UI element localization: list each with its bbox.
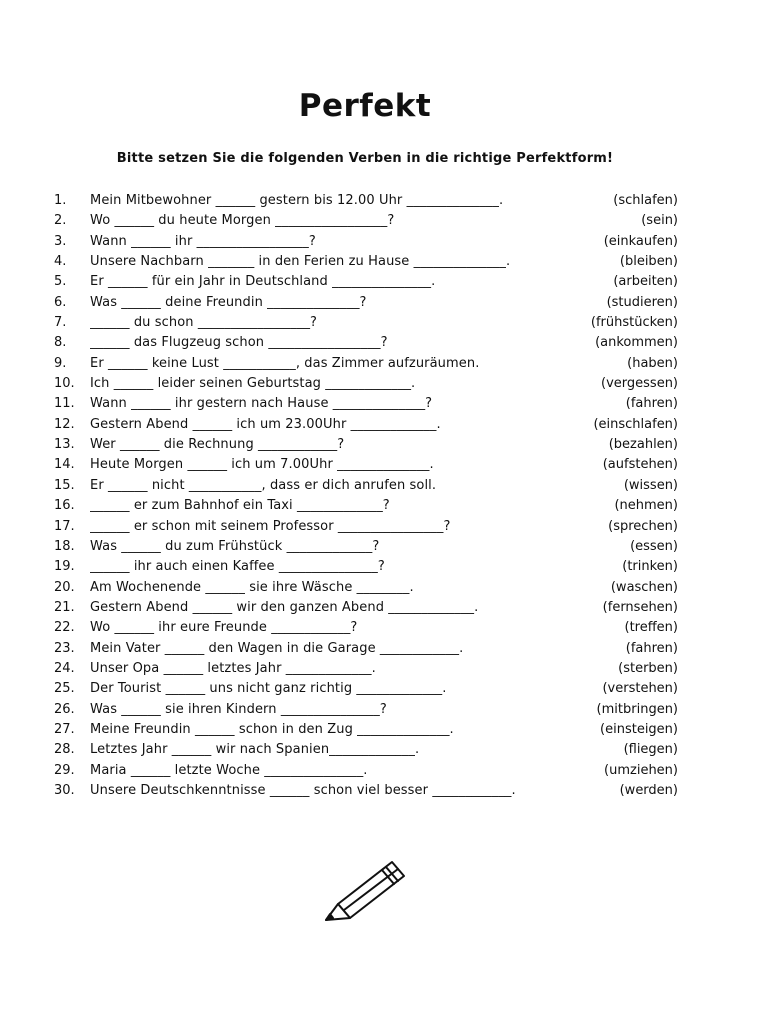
exercise-sentence: Wo ______ du heute Morgen _________________? bbox=[90, 213, 395, 229]
exercise-sentence: Meine Freundin ______ schon in den Zug ______________. bbox=[90, 721, 454, 737]
exercise-verb: (fliegen) bbox=[623, 742, 678, 758]
exercise-sentence: Mein Mitbewohner ______ gestern bis 12.00 Uhr ______________. bbox=[90, 193, 504, 208]
exercise-sentence: Unsere Nachbarn _______ in den Ferien zu Hause ______________. bbox=[90, 254, 511, 270]
exercise-item bbox=[54, 232, 678, 252]
exercise-verb: (frühstücken) bbox=[590, 315, 678, 331]
exercise-verb: (mitbringen) bbox=[596, 701, 678, 717]
exercise-number: 17. bbox=[54, 518, 75, 534]
exercise-number: 13. bbox=[54, 437, 75, 453]
exercise-sentence: Was ______ du zum Frühstück _____________? bbox=[90, 538, 380, 554]
exercise-number: 28. bbox=[54, 742, 75, 758]
exercise-sentence: Ich ______ leider seinen Geburtstag _____________. bbox=[90, 376, 416, 392]
exercise-verb: (verstehen) bbox=[602, 681, 678, 697]
exercise-item bbox=[54, 700, 678, 720]
exercise-verb: (einsteigen) bbox=[600, 721, 678, 737]
exercise-item bbox=[54, 252, 678, 272]
exercise-verb: (studieren) bbox=[606, 294, 678, 310]
exercise-item bbox=[54, 435, 678, 455]
exercise-item bbox=[54, 374, 678, 394]
exercise-sentence: Gestern Abend ______ ich um 23.00Uhr _____________. bbox=[90, 416, 441, 432]
exercise-item bbox=[54, 679, 678, 699]
pencil-icon bbox=[318, 852, 414, 924]
page-title: Perfekt bbox=[298, 88, 432, 124]
exercise-item bbox=[54, 476, 678, 496]
exercise-sentence: Wann ______ ihr gestern nach Hause ______________? bbox=[90, 396, 433, 412]
exercise-number: 11. bbox=[54, 396, 75, 412]
exercise-verb: (treffen) bbox=[624, 620, 678, 636]
exercise-sentence: Heute Morgen ______ ich um 7.00Uhr ______________. bbox=[90, 457, 434, 473]
exercise-item bbox=[54, 211, 678, 231]
exercise-verb: (vergessen) bbox=[601, 376, 678, 392]
exercise-number: 16. bbox=[54, 498, 75, 514]
exercise-sentence: Was ______ deine Freundin ______________? bbox=[90, 294, 367, 310]
exercise-verb: (haben) bbox=[627, 355, 678, 371]
exercise-verb: (sprechen) bbox=[608, 518, 678, 534]
exercise-sentence: Unser Opa ______ letztes Jahr _____________. bbox=[90, 660, 376, 676]
exercise-sentence: Wann ______ ihr _________________? bbox=[90, 233, 316, 249]
exercise-sentence: Unsere Deutschkenntnisse ______ schon viel besser ____________. bbox=[90, 782, 516, 798]
exercise-number: 12. bbox=[54, 416, 75, 432]
exercise-sentence: Wo ______ ihr eure Freunde ____________? bbox=[90, 620, 358, 636]
exercise-item bbox=[54, 720, 678, 740]
exercise-number: 5. bbox=[54, 274, 67, 290]
exercise-item bbox=[54, 455, 678, 475]
exercise-verb: (ankommen) bbox=[595, 335, 678, 351]
exercise-number: 14. bbox=[54, 457, 75, 473]
exercise-item bbox=[54, 496, 678, 516]
exercise-verb: (einschlafen) bbox=[593, 416, 678, 432]
exercise-verb: (trinken) bbox=[622, 559, 678, 575]
exercise-number: 3. bbox=[54, 233, 67, 249]
exercise-sentence: Am Wochenende ______ sie ihre Wäsche ________. bbox=[90, 579, 414, 595]
exercise-verb: (arbeiten) bbox=[613, 274, 678, 290]
exercise-number: 1. bbox=[54, 193, 67, 208]
exercise-sentence: Maria ______ letzte Woche _______________. bbox=[90, 762, 368, 778]
exercise-number: 4. bbox=[54, 254, 67, 270]
exercise-number: 23. bbox=[54, 640, 75, 656]
exercise-verb: (einkaufen) bbox=[603, 233, 678, 249]
exercise-sentence: Er ______ nicht ___________, dass er dich anrufen soll. bbox=[90, 477, 437, 493]
exercise-number: 20. bbox=[54, 579, 75, 595]
exercise-number: 10. bbox=[54, 376, 75, 392]
exercise-verb: (sterben) bbox=[618, 660, 678, 676]
exercise-verb: (aufstehen) bbox=[602, 457, 678, 473]
exercise-sentence: Was ______ sie ihren Kindern _______________? bbox=[90, 701, 387, 717]
exercise-verb: (bezahlen) bbox=[608, 437, 678, 453]
exercise-item bbox=[54, 191, 678, 211]
exercise-list bbox=[54, 191, 678, 801]
exercise-item bbox=[54, 740, 678, 760]
exercise-number: 21. bbox=[54, 599, 75, 615]
exercise-item bbox=[54, 517, 678, 537]
instructions: Bitte setzen Sie die folgenden Verben in die richtige Perfektform! bbox=[116, 151, 614, 166]
exercise-sentence: Er ______ für ein Jahr in Deutschland _______________. bbox=[90, 274, 436, 290]
exercise-sentence: Er ______ keine Lust ___________, das Zimmer aufzuräumen. bbox=[90, 355, 480, 371]
exercise-verb: (sein) bbox=[641, 213, 678, 229]
exercise-item bbox=[54, 639, 678, 659]
exercise-item bbox=[54, 659, 678, 679]
exercise-item bbox=[54, 333, 678, 353]
exercise-verb: (nehmen) bbox=[614, 498, 678, 514]
exercise-item bbox=[54, 537, 678, 557]
exercise-item bbox=[54, 618, 678, 638]
exercise-number: 7. bbox=[54, 315, 67, 331]
exercise-item bbox=[54, 578, 678, 598]
exercise-number: 27. bbox=[54, 721, 75, 737]
exercise-sentence: ______ er zum Bahnhof ein Taxi _____________? bbox=[90, 498, 390, 514]
exercise-number: 30. bbox=[54, 782, 75, 798]
exercise-item bbox=[54, 313, 678, 333]
exercise-number: 19. bbox=[54, 559, 75, 575]
exercise-number: 24. bbox=[54, 660, 75, 676]
exercise-item bbox=[54, 557, 678, 577]
exercise-verb: (fahren) bbox=[625, 396, 678, 412]
exercise-number: 25. bbox=[54, 681, 75, 697]
exercise-sentence: Mein Vater ______ den Wagen in die Garage ____________. bbox=[90, 640, 464, 656]
exercise-verb: (waschen) bbox=[610, 579, 678, 595]
exercise-sentence: Wer ______ die Rechnung ____________? bbox=[90, 437, 345, 453]
exercise-number: 22. bbox=[54, 620, 75, 636]
exercise-sentence: ______ das Flugzeug schon _________________? bbox=[90, 335, 388, 351]
exercise-verb: (essen) bbox=[630, 538, 678, 554]
exercise-item bbox=[54, 354, 678, 374]
exercise-sentence: Der Tourist ______ uns nicht ganz richtig _____________. bbox=[90, 681, 447, 697]
exercise-sentence: Gestern Abend ______ wir den ganzen Abend _____________. bbox=[90, 599, 479, 615]
exercise-verb: (umziehen) bbox=[604, 762, 678, 778]
exercise-number: 15. bbox=[54, 477, 75, 493]
exercise-item bbox=[54, 598, 678, 618]
exercise-sentence: ______ ihr auch einen Kaffee _______________? bbox=[90, 559, 385, 575]
exercise-verb: (fahren) bbox=[625, 640, 678, 656]
exercise-verb: (wissen) bbox=[623, 477, 678, 493]
exercise-item bbox=[54, 394, 678, 414]
exercise-verb: (bleiben) bbox=[619, 254, 678, 270]
exercise-number: 18. bbox=[54, 538, 75, 554]
exercise-item bbox=[54, 761, 678, 781]
exercise-number: 8. bbox=[54, 335, 67, 351]
exercise-item bbox=[54, 272, 678, 292]
exercise-verb: (werden) bbox=[619, 782, 678, 798]
exercise-number: 26. bbox=[54, 701, 75, 717]
exercise-verb: (schlafen) bbox=[613, 193, 678, 208]
exercise-number: 6. bbox=[54, 294, 67, 310]
exercise-sentence: ______ er schon mit seinem Professor ________________? bbox=[90, 518, 451, 534]
exercise-sentence: ______ du schon _________________? bbox=[90, 315, 318, 331]
exercise-number: 2. bbox=[54, 213, 67, 229]
exercise-item bbox=[54, 415, 678, 435]
exercise-verb: (fernsehen) bbox=[602, 599, 678, 615]
exercise-number: 9. bbox=[54, 355, 67, 371]
exercise-item bbox=[54, 293, 678, 313]
exercise-item bbox=[54, 781, 678, 801]
exercise-sentence: Letztes Jahr ______ wir nach Spanien_____________. bbox=[90, 742, 420, 758]
exercise-number: 29. bbox=[54, 762, 75, 778]
